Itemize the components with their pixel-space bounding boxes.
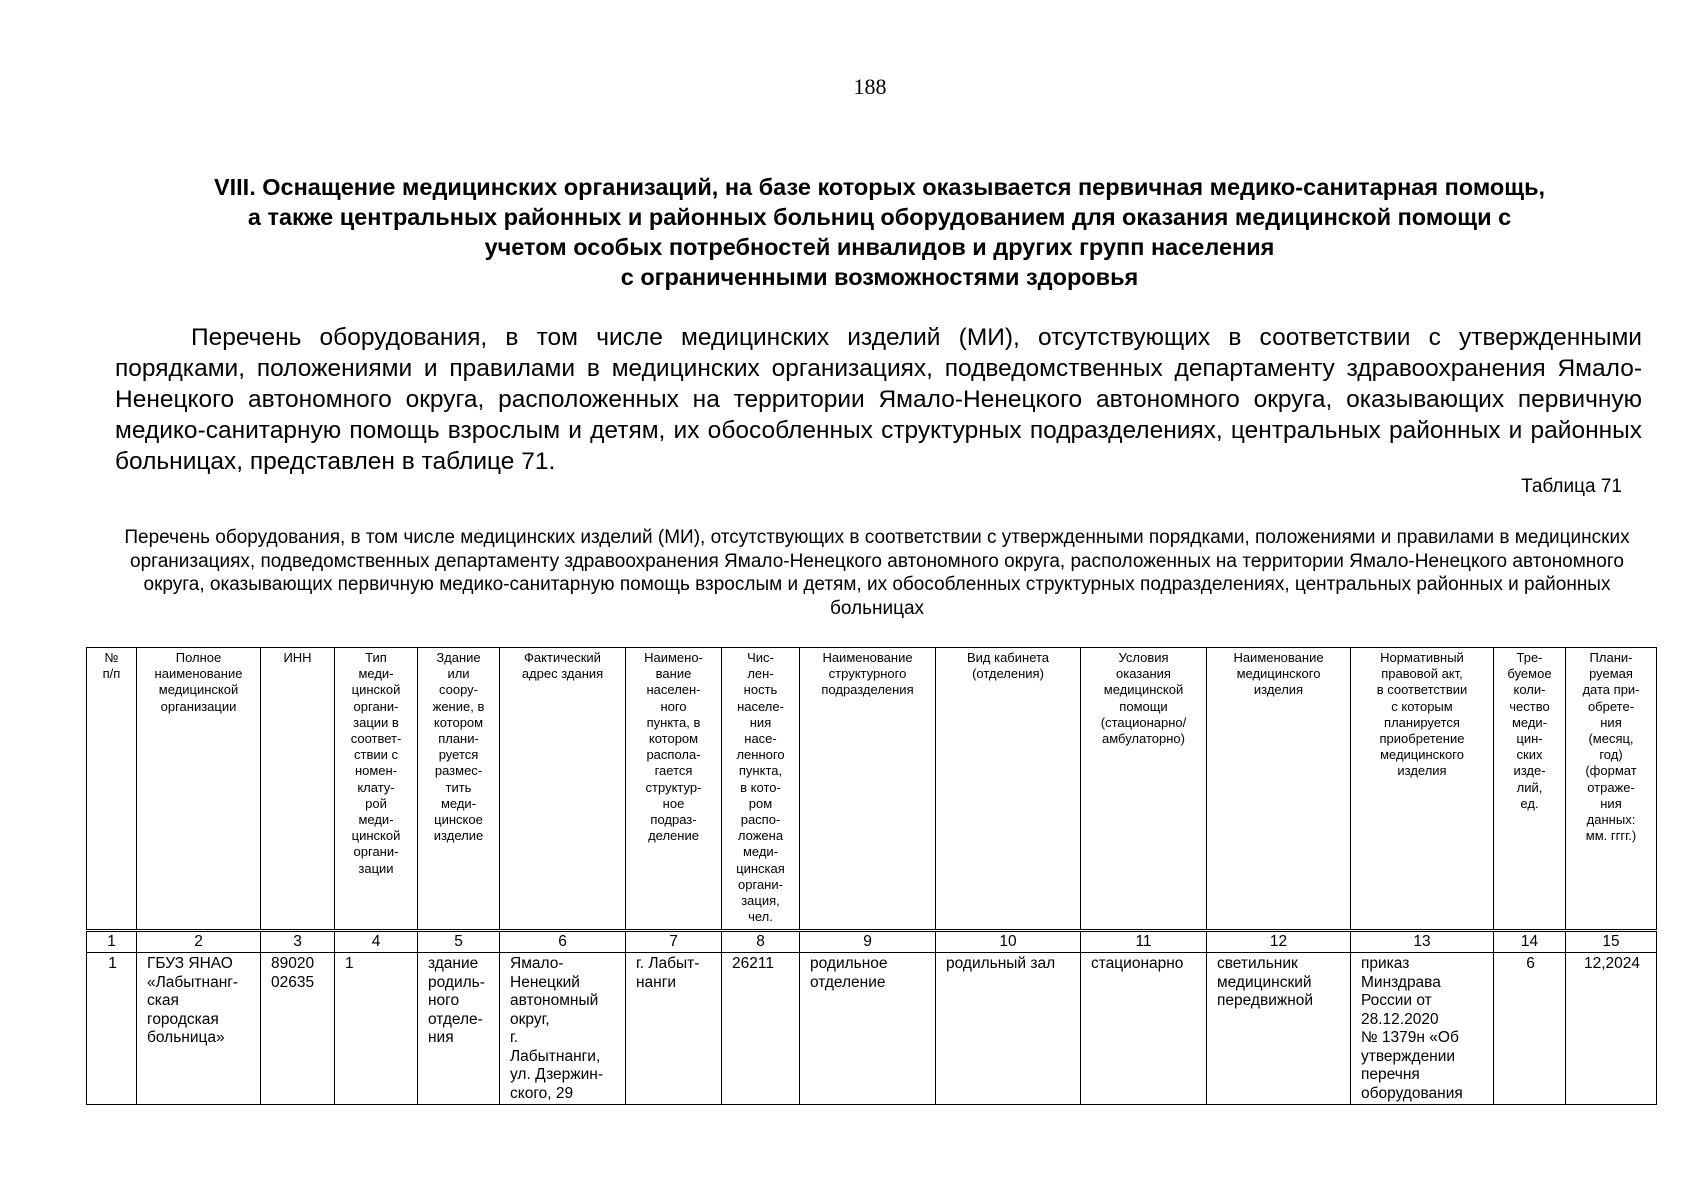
column-header: Чис- лен- ность населе- ния насе- ленного пункта, в кото- ром распо- ложена меди- цинская органи- зация, чел. <box>722 648 800 931</box>
column-header: Наименование структурного подразделения <box>800 648 936 931</box>
column-header: Наименование медицинского изделия <box>1207 648 1351 931</box>
section-title-line: учетом особых потребностей инвалидов и других групп населения <box>484 234 1275 260</box>
table-cell: родильное отделение <box>800 953 936 1105</box>
table-caption: Перечень оборудования, в том числе медицинских изделий (МИ), отсутствующих в соответствии с утвержденными порядками, положениями и правилами в медицинских организациях, подведомственных департаменту здравоохранения Ямало-Ненецкого автономного округа, расположенных на территории Ямало-Ненецкого автономного округа, оказывающих первичную медико-санитарную помощь взрослым и детям, их обособленных структурных подразделениях, центральных районных и районных больницах <box>124 527 1630 619</box>
section-title-line: а также центральных районных и районных больниц оборудованием для оказания медицинской помощи с <box>247 204 1512 230</box>
table-label: Таблица 71 <box>1521 476 1622 497</box>
column-header: Вид кабинета (отделения) <box>936 648 1081 931</box>
column-number-row <box>87 931 1657 953</box>
table-cell: 89020 02635 <box>261 953 335 1105</box>
column-number: 6 <box>500 931 626 953</box>
table-cell: здание родиль- ного отделе- ния <box>418 953 500 1105</box>
column-header: Тре- буемое коли- чество меди- цин- ских изде- лий, ед. <box>1494 648 1566 931</box>
column-number: 13 <box>1351 931 1494 953</box>
table-cell: 26211 <box>722 953 800 1105</box>
column-number: 4 <box>335 931 418 953</box>
column-header: Наимено- вание населен- ного пункта, в котором располa- гается структур- ное подраз- деление <box>626 648 722 931</box>
column-number: 12 <box>1207 931 1351 953</box>
table-cell: г. Лабыт- нанги <box>626 953 722 1105</box>
table-row <box>87 953 1657 1105</box>
column-header: Полное наименование медицинской организации <box>137 648 261 931</box>
table-cell: светильник медицинский передвижной <box>1207 953 1351 1105</box>
table-cell: Ямало- Ненецкий автономный округ, г. Лабытнанги, ул. Дзержин- ского, 29 <box>500 953 626 1105</box>
column-header: Здание или соору- жение, в котором плани- руется размес- тить меди- цинское изделие <box>418 648 500 931</box>
column-header: Тип меди- цинской органи- зации в соответ- ствии с номен- клату- рой меди- цинской органи- зации <box>335 648 418 931</box>
column-header: Плани- руемая дата при- обрете- ния (месяц, год) (формат отраже- ния данных: мм. гггг.) <box>1566 648 1657 931</box>
column-number: 15 <box>1566 931 1657 953</box>
column-number: 14 <box>1494 931 1566 953</box>
column-header: ИНН <box>261 648 335 931</box>
column-header: Условия оказания медицинской помощи (стационарно/ амбулаторно) <box>1081 648 1207 931</box>
column-header: Фактический адрес здания <box>500 648 626 931</box>
equipment-table <box>86 647 1657 1105</box>
table-cell: 6 <box>1494 953 1566 1105</box>
table-body <box>87 953 1657 1105</box>
column-header: № п/п <box>87 648 137 931</box>
table-cell: 1 <box>335 953 418 1105</box>
column-number: 10 <box>936 931 1081 953</box>
column-number: 11 <box>1081 931 1207 953</box>
column-number: 7 <box>626 931 722 953</box>
column-number: 2 <box>137 931 261 953</box>
table-cell: 1 <box>87 953 137 1105</box>
column-number: 8 <box>722 931 800 953</box>
table-cell: 12,2024 <box>1566 953 1657 1105</box>
table-cell: стационарно <box>1081 953 1207 1105</box>
page-number: 188 <box>853 74 887 99</box>
column-number: 5 <box>418 931 500 953</box>
column-number: 1 <box>87 931 137 953</box>
column-number: 3 <box>261 931 335 953</box>
section-title-line: VIII. Оснащение медицинских организаций, на базе которых оказывается первичная медико-санитарная помощь, <box>213 174 1546 200</box>
column-number: 9 <box>800 931 936 953</box>
section-title-line: с ограниченными возможностями здоровья <box>620 264 1139 290</box>
header-row <box>87 648 1657 931</box>
table-cell: родильный зал <box>936 953 1081 1105</box>
section-title <box>118 172 1641 292</box>
table-cell: приказ Минздрава России от 28.12.2020 № 1379н «Об утверждении перечня оборудования <box>1351 953 1494 1105</box>
intro-paragraph: Перечень оборудования, в том числе медицинских изделий (МИ), отсутствующих в соответствии с утвержденными порядками, положениями и правилами в медицинских организациях, подведомственных департаменту здравоохранения Ямало-Ненецкого автономного округа, расположенных на территории Ямало-Ненецкого автономного округа, оказывающих первичную медико-санитарную помощь взрослым и детям, их обособленных структурных подразделениях, центральных районных и районных больницах, представлен в таблице 71. <box>115 324 1642 475</box>
table-cell: ГБУЗ ЯНАО «Лабытнанг- ская городская больница» <box>137 953 261 1105</box>
column-header: Нормативный правовой акт, в соответствии с которым планируется приобретение медицинского изделия <box>1351 648 1494 931</box>
